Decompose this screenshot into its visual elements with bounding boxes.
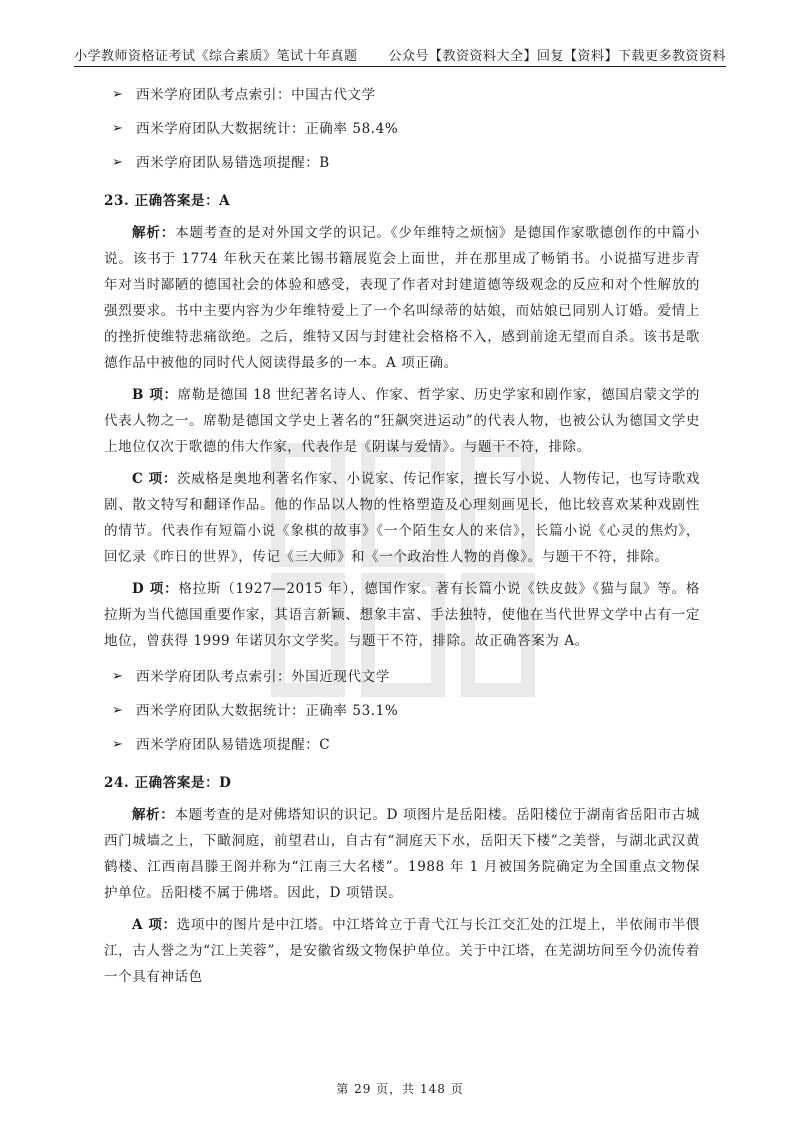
option-label: B 项： — [132, 387, 178, 403]
header-promo: 公众号【教资资料大全】回复【资料】下载更多教资资料 — [388, 49, 726, 64]
list-item — [104, 146, 700, 180]
bullet-text: 西米学府团队大数据统计：正确率 58.4% — [136, 121, 399, 137]
q24-analysis — [104, 802, 700, 906]
question-24-heading: 24. 正确答案是：D — [104, 775, 232, 791]
list-item — [104, 728, 700, 762]
header-title: 小学教师资格证考试《综合素质》笔试十年真题 — [74, 49, 358, 64]
option-label: A 项： — [132, 917, 177, 933]
q23-analysis — [104, 220, 700, 376]
arrow-bullet-icon: ➢ — [112, 669, 124, 684]
bullet-text: 西米学府团队大数据统计：正确率 53.1% — [136, 703, 399, 719]
page-header — [74, 44, 726, 64]
arrow-bullet-icon: ➢ — [112, 737, 124, 752]
page-number: 第 29 页，共 148 页 — [336, 1082, 464, 1096]
option-text: 格拉斯（1927—2015 年），德国作家。著有长篇小说《铁皮鼓》《猫与鼠》等。格拉斯为当代德国重要作家，其语言新颖、想象丰富、手法独特，使他在当代世界文学中占有一定地位，曾获得 1999 年诺贝尔文学奖。与题干不符，排除。故正确答案为 A。 — [104, 581, 700, 649]
q24-option-a — [104, 912, 700, 990]
option-text: 茨威格是奥地利著名作家、小说家、传记作家，擅长写小说、人物传记，也写诗歌戏剧、散文特写和翻译作品。他的作品以人物的性格塑造及心理刻画见长，他比较喜欢某种戏剧性的情节。代表作有短篇小说《象棋的故事》《一个陌生女人的来信》，长篇小说《心灵的焦灼》，回忆录《昨日的世界》，传记《三大师》和《一个政治性人物的肖像》。与题干不符，排除。 — [104, 471, 700, 565]
bullet-text: 西米学府团队易错选项提醒：C — [136, 737, 331, 753]
option-label: D 项： — [132, 581, 179, 597]
header-divider — [74, 66, 726, 67]
list-item — [104, 78, 700, 112]
list-item — [104, 694, 700, 728]
analysis-label: 解析： — [132, 807, 175, 823]
list-item — [104, 660, 700, 694]
arrow-bullet-icon: ➢ — [112, 703, 124, 718]
option-text: 席勒是德国 18 世纪著名诗人、作家、哲学家、历史学家和剧作家，德国启蒙文学的代表人物之一。席勒是德国文学史上著名的“狂飙突进运动”的代表人物，也被公认为德国文学史上地位仅次于歌德的伟大作家，代表作是《阴谋与爱情》。与题干不符，排除。 — [104, 387, 700, 455]
list-item — [104, 112, 700, 146]
q23-option-d — [104, 576, 700, 654]
arrow-bullet-icon: ➢ — [112, 121, 124, 136]
analysis-label: 解析： — [132, 225, 176, 241]
option-label: C 项： — [132, 471, 177, 487]
arrow-bullet-icon: ➢ — [112, 87, 124, 102]
option-text: 选项中的图片是中江塔。中江塔耸立于青弋江与长江交汇处的江堤上，半依闹市半偎江，古人誉之为“江上芙蓉”，是安徽省级文物保护单位。关于中江塔，在芜湖坊间至今仍流传着一个具有神话色 — [104, 917, 701, 985]
question-23-heading: 23. 正确答案是：A — [104, 193, 231, 209]
q23-option-b — [104, 382, 700, 460]
q23-option-c — [104, 466, 700, 570]
bullet-text: 西米学府团队考点索引：中国古代文学 — [136, 87, 376, 103]
content-body — [104, 78, 700, 996]
analysis-text: 本题考查的是对佛塔知识的识记。D 项图片是岳阳楼。岳阳楼位于湖南省岳阳市古城西门城墙之上，下瞰洞庭，前望君山，自古有“洞庭天下水，岳阳天下楼”之美誉，与湖北武汉黄鹤楼、江西南昌滕王阁并称为“江南三大名楼”。1988 年 1 月被国务院确定为全国重点文物保护单位。岳阳楼不属于佛塔。因此，D 项错误。 — [104, 807, 700, 901]
bullet-text: 西米学府团队考点索引：外国近现代文学 — [136, 669, 390, 685]
bullet-text: 西米学府团队易错选项提醒：B — [136, 155, 330, 171]
arrow-bullet-icon: ➢ — [112, 155, 124, 170]
analysis-text: 本题考查的是对外国文学的识记。《少年维特之烦恼》是德国作家歌德创作的中篇小说。该书于 1774 年秋天在莱比锡书籍展览会上面世，并在那里成了畅销书。小说描写进步青年对当时鄙陋的德国社会的体验和感受，表现了作者对封建道德等级观念的反应和对个性解放的强烈要求。书中主要内容为少年维特爱上了一个名叫绿蒂的姑娘，而姑娘已同别人订婚。爱情上的挫折使维特悲痛欲绝。之后，维特又因与封建社会格格不入，感到前途无望而自杀。该书是歌德作品中被他的同时代人阅读得最多的一本。A 项正确。 — [104, 225, 700, 371]
